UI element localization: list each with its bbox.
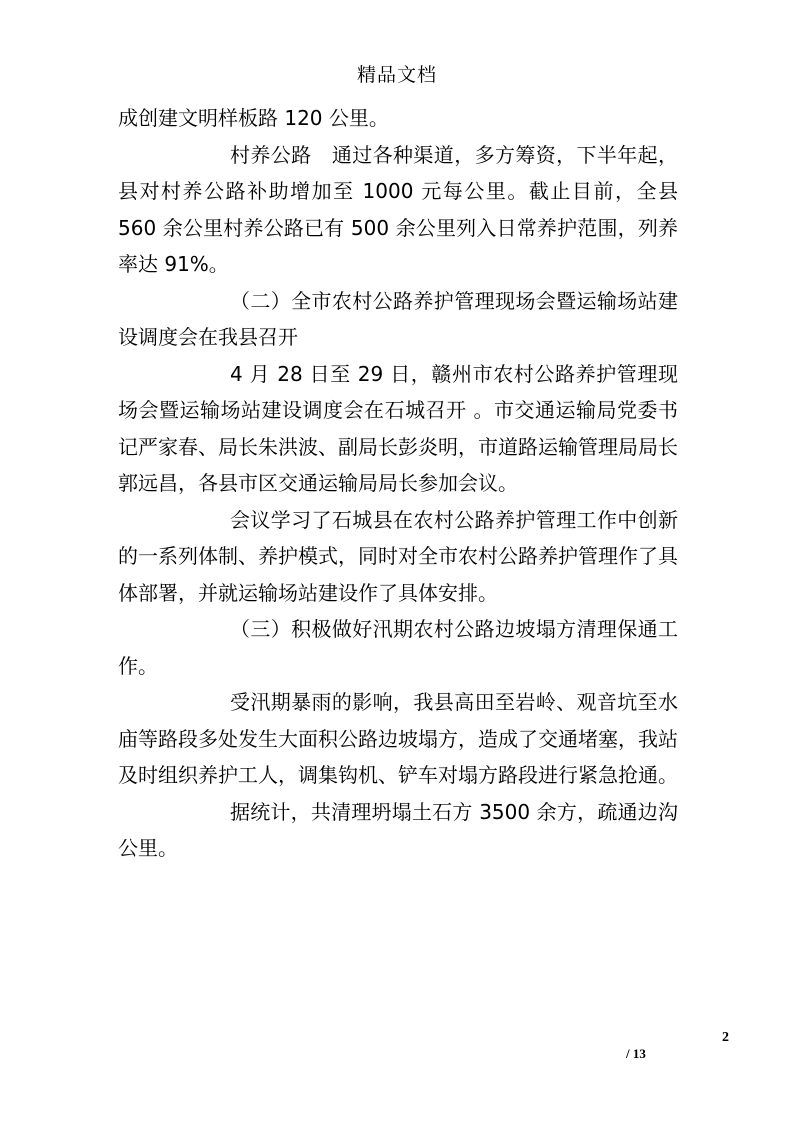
paragraph-2: 村养公路 通过各种渠道，多方筹资，下半年起，县对村养公路补助增加至 1000 元每公里。截止目前，全县 560 余公里村养公路已有 500 余公里列入日常养护范围，列养率达 91%。 [118, 142, 678, 276]
paragraph-4: 会议学习了石城县在农村公路养护管理工作中创新的一系列体制、养护模式，同时对全市农村公路养护管理作了具体部署，并就运输场站建设作了具体安排。 [118, 507, 678, 605]
paragraph-3: 4 月 28 日至 29 日，赣州市农村公路养护管理现场会暨运输场站建设调度会在石城召开 。市交通运输局党委书记严家春、局长朱洪波、副局长彭炎明，市道路运输管理局局长郭远昌，各县市区交通运输局局长参加会议。 [118, 361, 678, 495]
section-heading-2: （二）全市农村公路养护管理现场会暨运输场站建设调度会在我县召开 [118, 288, 678, 349]
section-heading-3: （三）积极做好汛期农村公路边坡塌方清理保通工作。 [118, 617, 678, 678]
paragraph-5: 受汛期暴雨的影响，我县高田至岩岭、观音坑至水庙等路段多处发生大面积公路边坡塌方，造成了交通堵塞，我站及时组织养护工人，调集钩机、铲车对塌方路段进行紧急抢通。 [118, 690, 678, 787]
paragraph-1: 成创建文明样板路 120 公里。 [118, 106, 389, 130]
document-body [118, 100, 678, 867]
document-header-title: 精品文档 [356, 64, 437, 86]
page-total: / 13 [626, 1046, 646, 1061]
paragraph-6: 据统计，共清理坍塌土石方 3500 余方，疏通边沟公里。 [118, 799, 678, 860]
page-number: 2 [722, 1030, 729, 1045]
